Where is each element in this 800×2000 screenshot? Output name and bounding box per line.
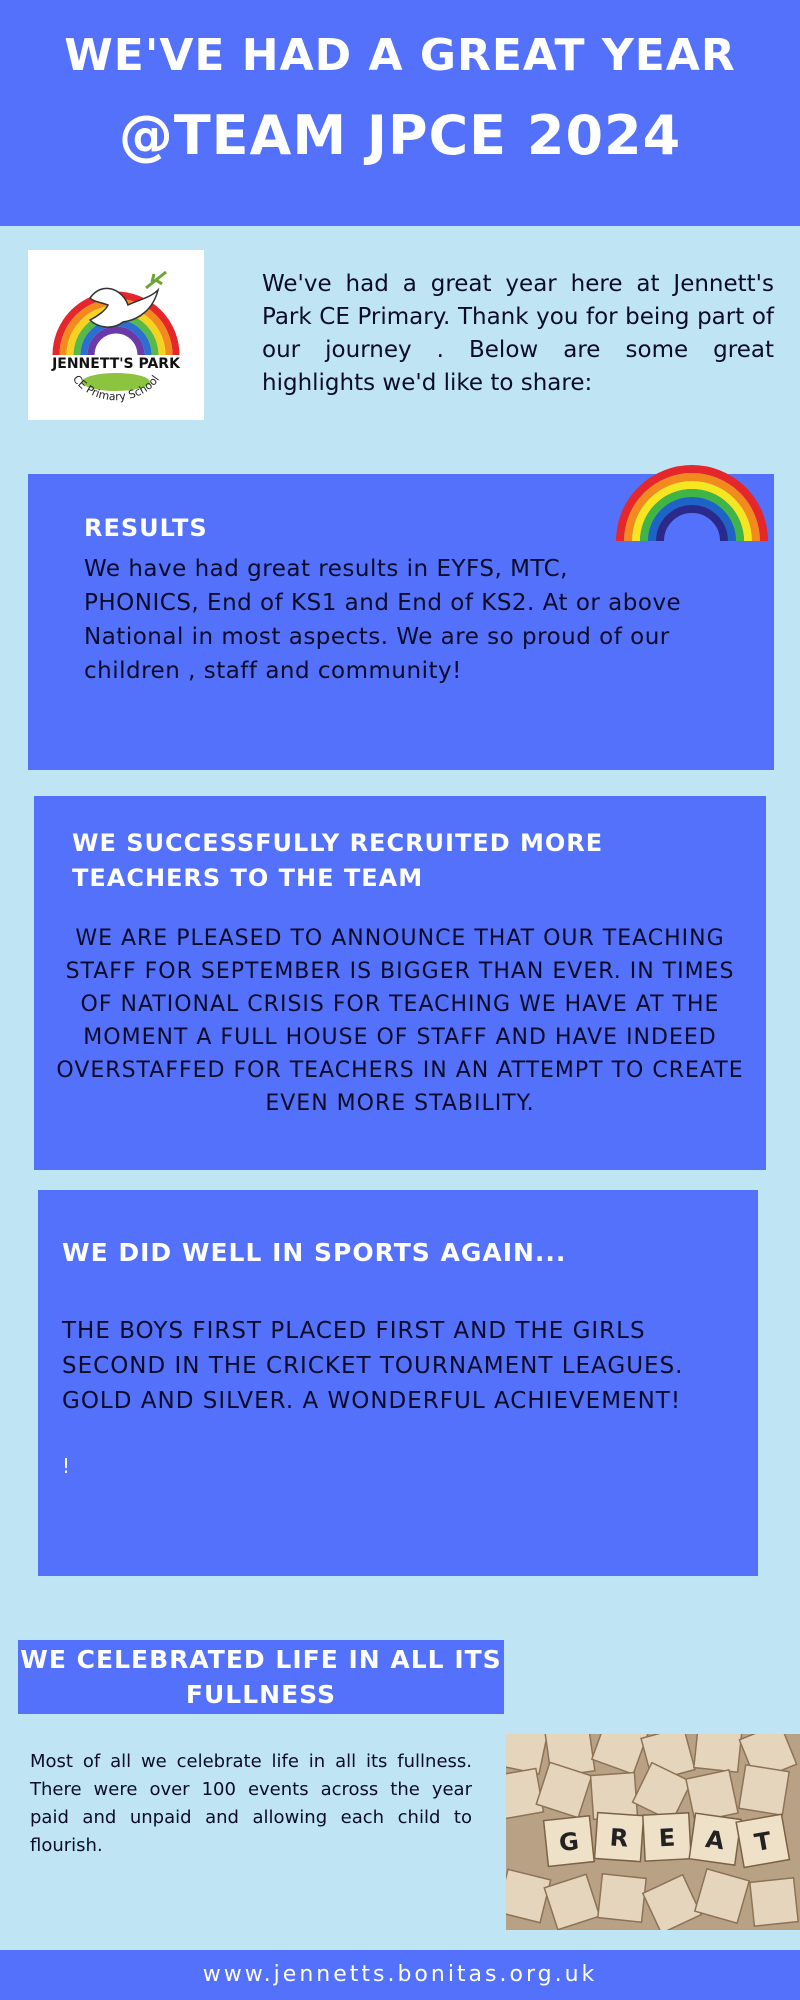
recruitment-box bbox=[34, 796, 766, 1170]
svg-text:E: E bbox=[658, 1823, 676, 1853]
results-text: We have had great results in EYFS, MTC, PHONICS, End of KS1 and End of KS2. At or above National in most aspects. We are so proud of our children , staff and community! bbox=[84, 556, 682, 684]
celebrate-title: WE CELEBRATED LIFE IN ALL ITS FULLNESS bbox=[18, 1640, 504, 1714]
svg-text:CE Primary School: CE Primary School bbox=[69, 372, 163, 404]
results-title: RESULTS bbox=[84, 514, 208, 542]
rainbow-icon bbox=[612, 455, 772, 545]
recruitment-text: WE ARE PLEASED TO ANNOUNCE THAT OUR TEACHING STAFF FOR SEPTEMBER IS BIGGER THAN EVER. IN TIMES OF NATIONAL CRISIS FOR TEACHING WE HAVE AT THE MOMENT A FULL HOUSE OF STAFF AND HAVE INDEED OVERSTAFFED FOR TEACHERS IN AN ATTEMPT TO CREATE EVEN MORE STABILITY. bbox=[56, 926, 744, 1116]
svg-text:G: G bbox=[557, 1827, 581, 1858]
sports-extra: ! bbox=[62, 1454, 71, 1478]
sports-text: THE BOYS FIRST PLACED FIRST AND THE GIRLS SECOND IN THE CRICKET TOURNAMENT LEAGUES. GOLD AND SILVER. A WONDERFUL ACHIEVEMENT! bbox=[62, 1318, 684, 1414]
svg-text:JENNETT'S PARK: JENNETT'S PARK bbox=[52, 356, 180, 372]
website-link[interactable]: www.jennetts.bonitas.org.uk bbox=[202, 1962, 598, 1987]
great-tiles-photo bbox=[506, 1734, 800, 1930]
svg-text:T: T bbox=[752, 1826, 774, 1858]
header-line-2: @TEAM JPCE 2024 bbox=[118, 104, 682, 167]
svg-text:A: A bbox=[703, 1824, 727, 1856]
footer-url bbox=[0, 1950, 800, 2000]
school-logo bbox=[28, 250, 204, 420]
wooden-letter-tiles-image bbox=[506, 1734, 800, 1930]
svg-text:R: R bbox=[608, 1823, 630, 1853]
intro-paragraph: We've had a great year here at Jennett's Park CE Primary. Thank you for being part of our journey . Below are some great highlights we'd like to share: bbox=[262, 271, 774, 396]
dove-rainbow-logo-icon bbox=[28, 250, 204, 420]
celebrate-text: Most of all we celebrate life in all its fullness. There were over 100 events across the year paid and unpaid and allowing each child to flourish. bbox=[30, 1751, 472, 1856]
sports-box bbox=[38, 1190, 758, 1576]
recruitment-title: WE SUCCESSFULLY RECRUITED MORE TEACHERS TO THE TEAM bbox=[72, 829, 604, 892]
header-line-1: WE'VE HAD A GREAT YEAR bbox=[64, 30, 736, 81]
sports-title: WE DID WELL IN SPORTS AGAIN... bbox=[62, 1238, 567, 1267]
header-banner bbox=[0, 0, 800, 226]
